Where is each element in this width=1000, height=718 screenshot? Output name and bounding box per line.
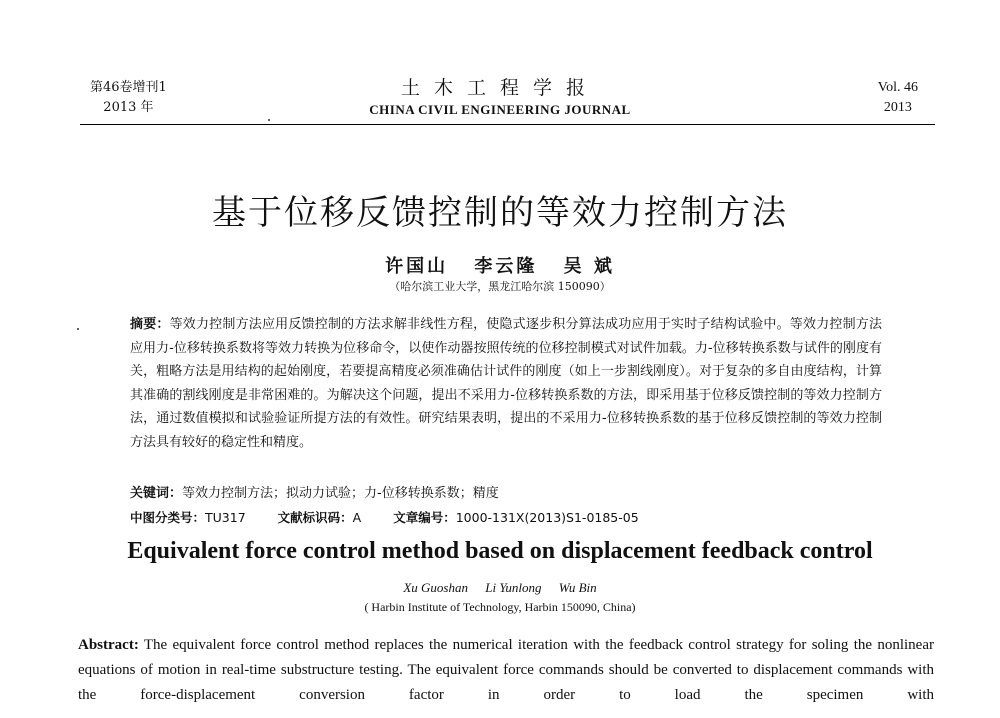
- abstract-cn-text: 等效力控制方法应用反馈控制的方法求解非线性方程，使隐式逐步积分算法成功应用于实时子结构试验中。等效力控制方法应用力-位移转换系数将等效力转换为位移命令，以使作动器按照传统的位移控制模式对试件加载。力-位移转换系数与试件的刚度有关，粗略方法是用结构的起始刚度，若要提高精度必须准确估计试件的刚度（如上一步割线刚度）。对于复杂的多自由度结构，计算其准确的割线刚度是非常困难的。为解决这个问题，提出不采用力-位移转换系数的方法，即采用基于位移反馈控制的等效力控制方法，通过数值模拟和试验验证所提方法的有效性。研究结果表明，提出的不采用力-位移转换系数的基于位移反馈控制的等效力控制方法具有较好的稳定性和精度。: [130, 317, 882, 450]
- doc-code-value: A: [352, 510, 362, 525]
- keywords-cn-label: 关键词：: [130, 486, 183, 501]
- keywords-cn: [130, 482, 499, 501]
- abstract-cn-label: 摘要：: [130, 317, 170, 332]
- author-cn-1: 许国山: [385, 256, 449, 277]
- affiliation-en: ( Harbin Institute of Technology, Harbin 150090, China): [364, 600, 636, 614]
- clc-value: TU317: [205, 510, 246, 525]
- author-en-2: Li Yunlong: [485, 580, 542, 595]
- author-en-1: Xu Guoshan: [403, 580, 468, 595]
- journal-header: [300, 76, 700, 120]
- journal-name-en: CHINA CIVIL ENGINEERING JOURNAL: [369, 102, 631, 117]
- article-no-value: 1000-131X(2013)S1-0185-05: [455, 510, 639, 525]
- year-en: 2013: [883, 100, 912, 115]
- affiliation-cn: （哈尔滨工业大学，黑龙江哈尔滨 150090）: [389, 280, 611, 293]
- author-cn-3: 吴 斌: [563, 256, 615, 277]
- article-no-label: 文章编号：: [393, 510, 456, 525]
- author-cn-2: 李云隆: [474, 256, 538, 277]
- year-cn: 2013 年: [103, 100, 154, 115]
- header-left: [90, 78, 167, 118]
- authors-cn: [0, 252, 1000, 278]
- title-cn: 基于位移反馈控制的等效力控制方法: [212, 193, 788, 233]
- clc-label: 中图分类号：: [130, 510, 206, 525]
- title-en: Equivalent force control method based on displacement feedback control: [127, 538, 873, 564]
- volume-issue: 第46卷增刊1: [90, 80, 167, 95]
- doc-code-label: 文献标识码：: [277, 510, 353, 525]
- header-right: [878, 78, 918, 118]
- authors-en: [0, 580, 1000, 596]
- keywords-cn-text: 等效力控制方法；拟动力试验；力-位移转换系数；精度: [182, 486, 499, 501]
- abstract-en-label: Abstract:: [78, 637, 139, 653]
- volume-en: Vol. 46: [877, 80, 918, 95]
- abstract-en-text: The equivalent force control method replaces the numerical iteration with the feedback control strategy for soling the nonlinear equations of motion in real-time substructure testing. The equivalent force commands should be converted to displacement commands with the force-displacement conversion factor in order to load the specimen with: [78, 637, 934, 703]
- scan-speck: [268, 119, 270, 121]
- scan-speck: [77, 328, 79, 330]
- classification-line: [130, 508, 667, 526]
- header-rule: [80, 124, 935, 125]
- abstract-cn: [130, 313, 882, 454]
- abstract-en: [78, 633, 934, 708]
- journal-name-cn: 土木工程学报: [400, 77, 599, 99]
- author-en-3: Wu Bin: [558, 580, 597, 595]
